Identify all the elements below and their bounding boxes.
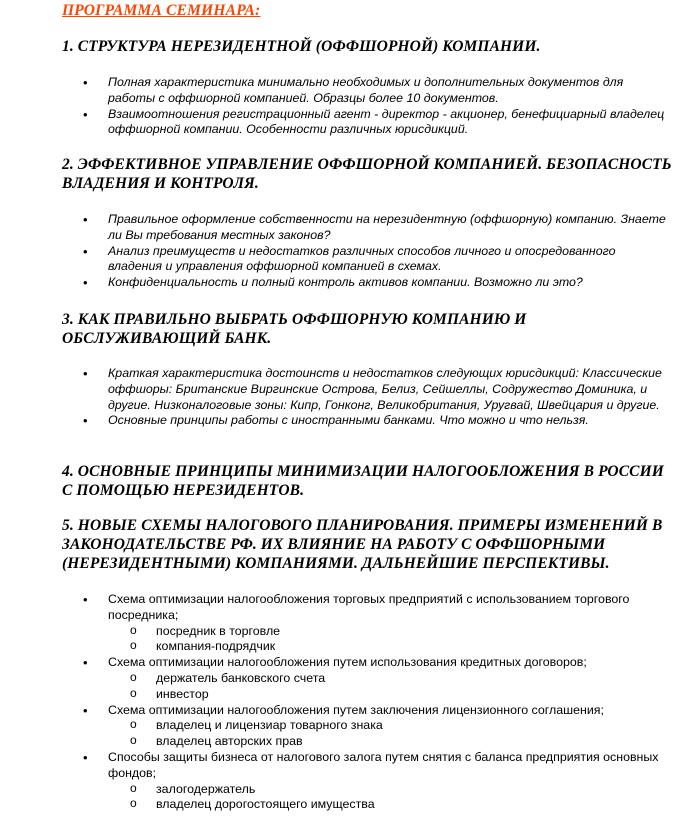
section-2-list <box>0 212 681 291</box>
list-item-text: Схема оптимизации налогообложения путем заключения лицензионного соглашения; <box>108 702 604 717</box>
program-title: ПРОГРАММА СЕМИНАРА: <box>62 2 261 19</box>
section-5-title: 5. НОВЫЕ СХЕМЫ НАЛОГОВОГО ПЛАНИРОВАНИЯ. ПРИМЕРЫ ИЗМЕНЕНИЙ В ЗАКОНОДАТЕЛЬСТВЕ РФ. ИХ ВЛИЯНИЕ НА РАБОТУ С ОФФШОРНЫМИ (НЕРЕЗИДЕНТНЫМИ) КОМПАНИЯМИ. ДАЛЬНЕЙШИЕ ПЕРСПЕКТИВЫ. <box>62 517 663 572</box>
section-4-title: 4. ОСНОВНЫЕ ПРИНЦИПЫ МИНИМИЗАЦИИ НАЛОГООБЛОЖЕНИЯ В РОССИИ С ПОМОЩЬЮ НЕРЕЗИДЕНТОВ. <box>62 463 664 499</box>
sub-list-item: o инвестор <box>108 687 667 703</box>
list-item <box>0 655 681 702</box>
sub-list-item: o владелец авторских прав <box>108 734 667 750</box>
list-item: • Правильное оформление собственности на нерезидентную (оффшорную) компанию. Знаете ли Вы требования местных законов? <box>0 212 681 244</box>
list-item: • Взаимоотношения регистрационный агент - директор - акционер, бенефициарный владелец оффшорной компании. Особенности различных юрисдикций. <box>0 107 681 139</box>
sub-list-item: o держатель банковского счета <box>108 671 667 687</box>
sub-list <box>108 671 667 703</box>
sub-list-item: o посредник в торговле <box>108 624 667 640</box>
section-2-title: 2. ЭФФЕКТИВНОЕ УПРАВЛЕНИЕ ОФФШОРНОЙ КОМПАНИЕЙ. БЕЗОПАСНОСТЬ ВЛАДЕНИЯ И КОНТРОЛЯ. <box>62 156 672 192</box>
list-item <box>0 750 681 813</box>
section-1-list <box>0 75 681 138</box>
sub-list <box>108 718 667 750</box>
list-item-text: Способы защиты бизнеса от налогового залога путем снятия с баланса предприятия основных фондов; <box>108 749 659 780</box>
list-item: • Анализ преимуществ и недостатков различных способов личного и опосредованного владения и управления оффшорной компанией в схемах. <box>0 244 681 276</box>
section-3-list <box>0 366 681 429</box>
sub-list-item: o владелец дорогостоящего имущества <box>108 797 667 813</box>
sub-list-item: o компания-подрядчик <box>108 639 667 655</box>
list-item-text: Схема оптимизации налогообложения торговых предприятий с использованием торгового посредника; <box>108 592 630 622</box>
section-5-list <box>0 592 681 813</box>
sub-list-item: o залогодержатель <box>108 782 667 798</box>
sub-list <box>108 624 667 656</box>
list-item <box>0 592 681 655</box>
list-item: • Краткая характеристика достоинств и недостатков следующих юрисдикций: Классические оффшоры: Британские Виргинские Острова, Белиз, Сейшеллы, Содружество Доминика, и другие. Низконалоговые зоны: Кипр, Гонконг, Великобритания, Уругвай, Швейцария и другие. <box>0 366 681 413</box>
sub-list-item: o владелец и лицензиар товарного знака <box>108 718 667 734</box>
section-3-title: 3. КАК ПРАВИЛЬНО ВЫБРАТЬ ОФФШОРНУЮ КОМПАНИЮ И ОБСЛУЖИВАЮЩИЙ БАНК. <box>62 311 527 347</box>
list-item-text: Схема оптимизации налогообложения путем использования кредитных договоров; <box>108 655 587 670</box>
list-item: • Полная характеристика минимально необходимых и дополнительных документов для работы с оффшорной компанией. Образцы более 10 документов. <box>0 75 681 107</box>
list-item: • Основные принципы работы с иностранными банками. Что можно и что нельзя. <box>0 413 681 429</box>
sub-list <box>108 782 667 814</box>
section-1-title: 1. СТРУКТУРА НЕРЕЗИДЕНТНОЙ (ОФФШОРНОЙ) КОМПАНИИ. <box>62 38 541 55</box>
list-item <box>0 703 681 750</box>
list-item: • Конфиденциальность и полный контроль активов компании. Возможно ли это? <box>0 275 681 291</box>
